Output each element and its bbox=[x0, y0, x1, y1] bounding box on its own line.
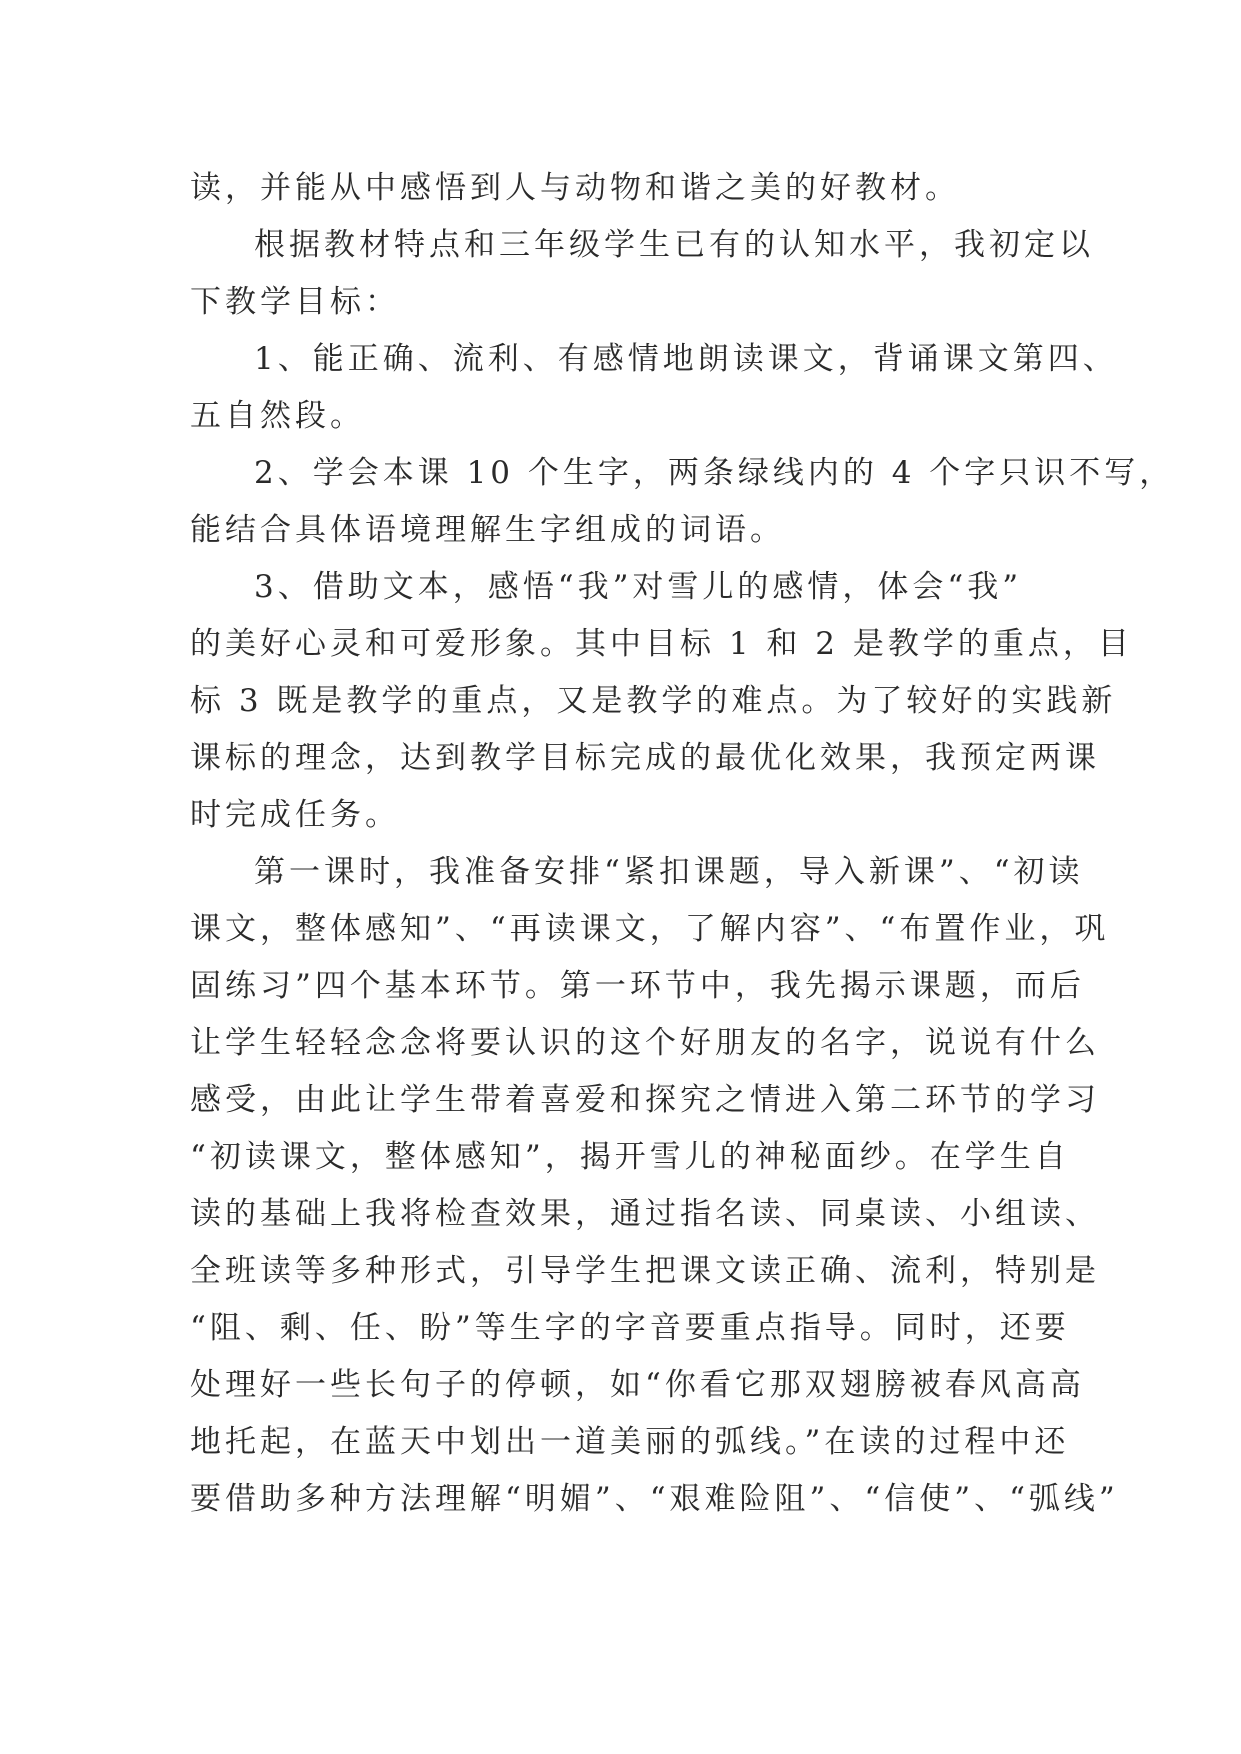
text-line: 根据教材特点和三年级学生已有的认知水平，我初定以 bbox=[254, 227, 1094, 263]
text-line: 让学生轻轻念念将要认识的这个好朋友的名字，说说有什么 bbox=[190, 1025, 1100, 1061]
text-line: 要借助多种方法理解“明媚”、“艰难险阻”、“信使”、“弧线” bbox=[190, 1481, 1119, 1517]
text-line: 课文，整体感知”、“再读课文，了解内容”、“布置作业，巩 bbox=[190, 911, 1110, 947]
text-line: 3、借助文本，感悟“我”对雪儿的感情，体会“我” bbox=[254, 569, 1023, 605]
text-line: 五自然段。 bbox=[190, 398, 365, 434]
text-line: 课标的理念，达到教学目标完成的最优化效果，我预定两课 bbox=[190, 740, 1100, 776]
text-line: 标 3 既是教学的重点，又是教学的难点。为了较好的实践新 bbox=[190, 683, 1117, 719]
text-line: 固练习”四个基本环节。第一环节中，我先揭示课题，而后 bbox=[190, 968, 1085, 1004]
text-line: 读的基础上我将检查效果，通过指名读、同桌读、小组读、 bbox=[190, 1196, 1100, 1232]
text-line: 感受，由此让学生带着喜爱和探究之情进入第二环节的学习 bbox=[190, 1082, 1100, 1118]
document-body bbox=[190, 160, 1175, 1528]
text-line: 处理好一些长句子的停顿，如“你看它那双翅膀被春风高高 bbox=[190, 1367, 1085, 1403]
text-line: 能结合具体语境理解生字组成的词语。 bbox=[190, 512, 785, 548]
text-line: 地托起，在蓝天中划出一道美丽的弧线。”在读的过程中还 bbox=[190, 1424, 1070, 1460]
text-line: 2、学会本课 10 个生字，两条绿线内的 4 个字只识不写， bbox=[254, 455, 1175, 491]
text-line: “初读课文，整体感知”，揭开雪儿的神秘面纱。在学生自 bbox=[190, 1139, 1070, 1175]
text-line: 下教学目标： bbox=[190, 284, 400, 320]
text-line: 1、能正确、流利、有感情地朗读课文，背诵课文第四、 bbox=[254, 341, 1118, 377]
text-line: 读，并能从中感悟到人与动物和谐之美的好教材。 bbox=[190, 170, 960, 206]
text-line: 的美好心灵和可爱形象。其中目标 1 和 2 是教学的重点，目 bbox=[190, 626, 1133, 662]
text-line: “阻、剩、任、盼”等生字的字音要重点指导。同时，还要 bbox=[190, 1310, 1070, 1346]
text-line: 全班读等多种形式，引导学生把课文读正确、流利，特别是 bbox=[190, 1253, 1100, 1289]
text-line: 第一课时，我准备安排“紧扣课题，导入新课”、“初读 bbox=[254, 854, 1084, 890]
text-line: 时完成任务。 bbox=[190, 797, 400, 833]
